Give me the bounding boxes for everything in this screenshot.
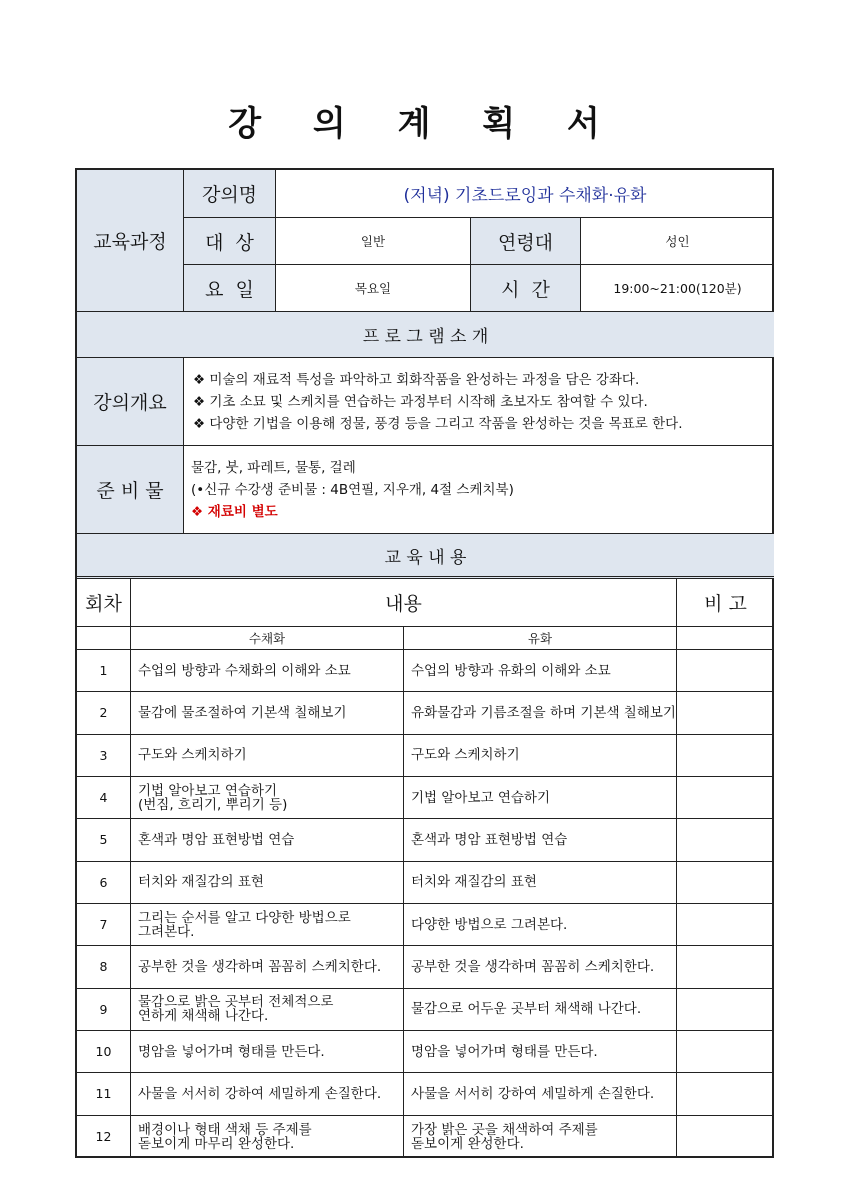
content-line: 물감으로 밝은 곳부터 전체적으로 <box>138 994 334 1011</box>
oil-content <box>404 777 677 819</box>
content-line: 명암을 넣어가며 형태를 만든다. <box>138 1043 325 1060</box>
watercolor-content <box>131 777 404 819</box>
oil-content <box>404 735 677 777</box>
overview-label: 강의개요 <box>77 358 184 446</box>
time-value: 19:00~21:00(120분) <box>581 265 774 312</box>
oil-content <box>404 862 677 904</box>
content-line: 명암을 넣어가며 형태를 만든다. <box>411 1043 598 1060</box>
session-column-header: 회차 <box>77 579 131 627</box>
session-number: 1 <box>77 650 131 692</box>
content-line: 공부한 것을 생각하며 꼼꼼히 스케치한다. <box>411 958 655 975</box>
note-subheader-blank <box>677 627 774 650</box>
program-intro-header: 프 로 그 램 소 개 <box>77 312 774 358</box>
session-number: 4 <box>77 777 131 819</box>
course-name-value: (저녁) 기초드로잉과 수채화·유화 <box>276 170 774 218</box>
content-line: 수업의 방향과 유화의 이해와 소묘 <box>411 662 611 679</box>
session-number: 5 <box>77 819 131 861</box>
day-label: 요 일 <box>184 265 276 312</box>
age-value: 성인 <box>581 218 774 265</box>
watercolor-subheader: 수채화 <box>131 627 404 650</box>
session-number: 7 <box>77 904 131 946</box>
target-value: 일반 <box>276 218 471 265</box>
content-line: 기법 알아보고 연습하기 <box>138 782 277 799</box>
content-line: 구도와 스케치하기 <box>411 747 520 764</box>
content-line: (번짐, 흐리기, 뿌리기 등) <box>138 796 288 813</box>
oil-content <box>404 819 677 861</box>
overview-line: ❖ 미술의 재료적 특성을 파악하고 회화작품을 완성하는 과정을 담은 강좌다. <box>193 371 640 388</box>
session-number: 8 <box>77 946 131 988</box>
content-line: 가장 밝은 곳을 채색하여 주제를 <box>411 1121 598 1138</box>
oil-content <box>404 946 677 988</box>
note-cell <box>677 692 774 734</box>
course-name-label: 강의명 <box>184 170 276 218</box>
content-header: 교 육 내 용 <box>77 534 774 579</box>
document-title: 강 의 계 획 서 <box>228 104 620 144</box>
content-line: 사물을 서서히 강하여 세밀하게 손질한다. <box>411 1085 655 1102</box>
content-line: 수업의 방향과 수채화의 이해와 소묘 <box>138 662 351 679</box>
note-cell <box>677 904 774 946</box>
note-cell <box>677 989 774 1031</box>
supplies-note: ❖ 재료비 별도 <box>191 503 278 520</box>
note-column-header: 비 고 <box>677 579 774 627</box>
content-line: 구도와 스케치하기 <box>138 747 247 764</box>
content-line: 사물을 서서히 강하여 세밀하게 손질한다. <box>138 1085 382 1102</box>
content-column-header: 내용 <box>131 579 677 627</box>
content-line: 터치와 재질감의 표현 <box>411 874 537 891</box>
note-cell <box>677 735 774 777</box>
day-value: 목요일 <box>276 265 471 312</box>
course-section-label: 교육과정 <box>77 170 184 312</box>
watercolor-content <box>131 946 404 988</box>
content-line: 혼색과 명암 표현방법 연습 <box>411 831 568 848</box>
content-line: 터치와 재질감의 표현 <box>138 874 264 891</box>
watercolor-content <box>131 819 404 861</box>
overview-line: ❖ 기초 소묘 및 스케치를 연습하는 과정부터 시작해 초보자도 참여할 수 있다. <box>193 393 648 410</box>
content-line: 돋보이게 완성한다. <box>411 1135 524 1152</box>
note-cell <box>677 650 774 692</box>
content-line: 물감에 물조절하여 기본색 칠해보기 <box>138 704 347 721</box>
supplies-content <box>184 446 774 534</box>
session-number: 6 <box>77 862 131 904</box>
session-number: 12 <box>77 1116 131 1158</box>
oil-content <box>404 904 677 946</box>
content-line: 그리는 순서를 알고 다양한 방법으로 <box>138 909 351 926</box>
content-line: 유화물감과 기름조절을 하며 기본색 칠해보기 <box>411 704 676 721</box>
watercolor-content <box>131 650 404 692</box>
note-cell <box>677 819 774 861</box>
supplies-line: 물감, 붓, 파레트, 물통, 걸레 <box>191 459 356 476</box>
oil-content <box>404 650 677 692</box>
content-line: 공부한 것을 생각하며 꼼꼼히 스케치한다. <box>138 958 382 975</box>
session-number: 10 <box>77 1031 131 1073</box>
overview-content <box>184 358 774 446</box>
lecture-plan-table <box>75 168 774 1158</box>
oil-content <box>404 1031 677 1073</box>
supplies-line: (•신규 수강생 준비물 : 4B연필, 지우개, 4절 스케치북) <box>191 481 514 498</box>
watercolor-content <box>131 1116 404 1158</box>
watercolor-content <box>131 989 404 1031</box>
note-cell <box>677 777 774 819</box>
target-label: 대 상 <box>184 218 276 265</box>
oil-content <box>404 1073 677 1115</box>
session-subheader-blank <box>77 627 131 650</box>
content-line: 돋보이게 마무리 완성한다. <box>138 1135 295 1152</box>
supplies-label: 준 비 물 <box>77 446 184 534</box>
watercolor-content <box>131 692 404 734</box>
watercolor-content <box>131 904 404 946</box>
content-line: 다양한 방법으로 그려본다. <box>411 916 568 933</box>
age-label: 연령대 <box>471 218 581 265</box>
content-line: 그려본다. <box>138 923 195 940</box>
content-line: 배경이나 형태 색채 등 주제를 <box>138 1121 312 1138</box>
oil-content <box>404 989 677 1031</box>
content-line: 물감으로 어두운 곳부터 채색해 나간다. <box>411 1001 642 1018</box>
session-number: 9 <box>77 989 131 1031</box>
oil-subheader: 유화 <box>404 627 677 650</box>
note-cell <box>677 946 774 988</box>
note-cell <box>677 1031 774 1073</box>
content-line: 연하게 채색해 나간다. <box>138 1008 269 1025</box>
session-number: 3 <box>77 735 131 777</box>
session-number: 2 <box>77 692 131 734</box>
note-cell <box>677 1073 774 1115</box>
watercolor-content <box>131 1073 404 1115</box>
overview-line: ❖ 다양한 기법을 이용해 정물, 풍경 등을 그리고 작품을 완성하는 것을 목표로 한다. <box>193 415 683 432</box>
watercolor-content <box>131 862 404 904</box>
oil-content <box>404 692 677 734</box>
content-line: 혼색과 명암 표현방법 연습 <box>138 831 295 848</box>
oil-content <box>404 1116 677 1158</box>
note-cell <box>677 1116 774 1158</box>
note-cell <box>677 862 774 904</box>
time-label: 시 간 <box>471 265 581 312</box>
content-line: 기법 알아보고 연습하기 <box>411 789 550 806</box>
watercolor-content <box>131 735 404 777</box>
watercolor-content <box>131 1031 404 1073</box>
session-number: 11 <box>77 1073 131 1115</box>
